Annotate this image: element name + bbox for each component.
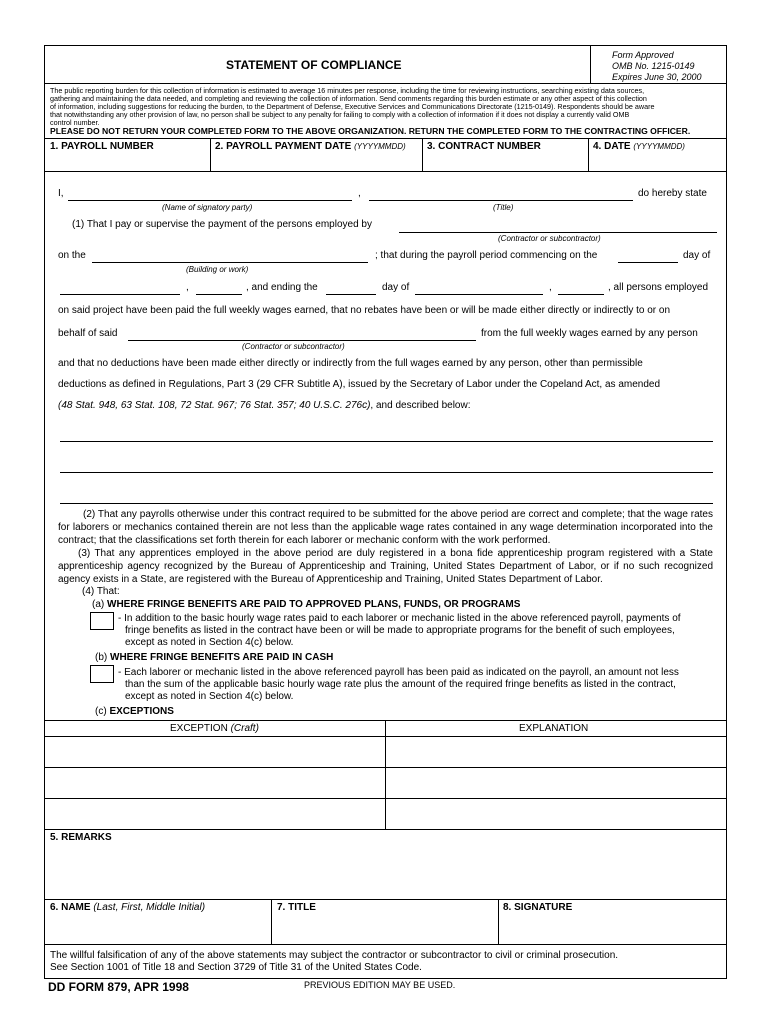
exception-header-text: EXCEPTION [170, 723, 228, 734]
field-divider-2 [422, 138, 423, 171]
day-of-label: day of [683, 250, 711, 261]
name-label-text: 6. NAME [50, 902, 91, 913]
date-label [593, 141, 685, 152]
section-4b-text-1: - Each laborer or mechanic listed in the above referenced payroll has been paid as indicated on the payroll, an amount not less [118, 667, 679, 678]
section-4c-title: EXCEPTIONS [109, 706, 174, 717]
explanation-header: EXPLANATION [519, 723, 589, 734]
header-bottom-rule [44, 83, 726, 84]
employer-field[interactable] [399, 232, 717, 233]
description-line-2[interactable] [60, 472, 713, 473]
section-4a-heading [92, 599, 520, 610]
contract-number-field[interactable] [424, 154, 586, 170]
said-project-text: on said project have been paid the full weekly wages earned, that no rebates have been or will be made either directly or indirectly to or on [58, 305, 671, 316]
previous-edition-note: PREVIOUS EDITION MAY BE USED. [304, 980, 456, 990]
burden-line-3: of information, including suggestions for reducing the burden, to the Department of Defense, Executive Services and Communications Directorate (1215-0149). Respondents should be aware [50, 102, 655, 111]
deductions-defined-text: deductions as defined in Regulations, Part 3 (29 CFR Subtitle A), issued by the Secretary of Labor under the Copeland Act, as amended [58, 379, 661, 390]
do-hereby-state: do hereby state [638, 188, 707, 199]
comma-sep-3: , [549, 282, 552, 293]
section-4b-heading [95, 652, 333, 663]
title-field[interactable] [273, 915, 497, 943]
header-divider [590, 45, 591, 83]
no-deductions-text: and that no deductions have been made either directly or indirectly from the full wages earned by any person, other than permissible [58, 358, 643, 369]
section-4b-text-2: than the sum of the applicable basic hourly wage rate plus the amount of the required fringe benefits as listed in the contract, [125, 679, 676, 690]
exception-cell-1[interactable] [45, 737, 384, 766]
behalf-of-label: behalf of said [58, 328, 118, 339]
falsification-warning-2: See Section 1001 of Title 18 and Section 3729 of Title 31 of the United States Code. [50, 962, 422, 973]
notice-bottom-rule [44, 138, 726, 139]
sign-bottom-rule [44, 944, 726, 945]
pay-supervise-text: (1) That I pay or supervise the payment of the persons employed by [72, 219, 372, 230]
description-line-1[interactable] [60, 441, 713, 442]
payroll-period-text: ; that during the payroll period commencing on the [375, 250, 598, 261]
section-4c-heading [95, 706, 174, 717]
section-4a-prefix: (a) [92, 599, 105, 610]
paragraph-2: (2) That any payrolls otherwise under this contract required to be submitted for the above period are correct and complete; that the wage rates for laborers or mechanics contained therein are not less than the applicable wage rates contained in any wage determination incorporated into the contract; that the classifications set forth therein for each laborer or mechanic conform with the work performed. [58, 509, 713, 546]
burden-line-2: gathering and maintaining the data needed, and completing and reviewing the collection of information. Send comments regarding this burden estimate or any other aspect of this collection [50, 94, 647, 103]
form-title: STATEMENT OF COMPLIANCE [226, 58, 402, 72]
burden-line-4: that notwithstanding any other provision of law, no person shall be subject to any penalty for failing to comply with a collection of information if it does not display a currently valid OMB [50, 110, 630, 119]
remarks-bottom-rule [44, 899, 726, 900]
title-label: 7. TITLE [277, 902, 316, 913]
signatory-name-field[interactable] [68, 200, 352, 201]
section-4a-text-1: - In addition to the basic hourly wage rates paid to each laborer or mechanic listed in the above referenced payroll, payments of [118, 613, 681, 624]
payroll-payment-date-label [215, 141, 406, 152]
section-4a-text-2: fringe benefits as listed in the contract have been or will be made to appropriate programs for the benefit of such employees, [125, 625, 675, 636]
date-text: 4. DATE [593, 141, 631, 152]
field-divider-1 [210, 138, 211, 171]
approval-line-2: OMB No. 1215-0149 [612, 61, 695, 71]
remarks-label: 5. REMARKS [50, 832, 112, 843]
statute-citation [58, 400, 471, 411]
caption-title: (Title) [493, 203, 514, 212]
exception-header-craft: (Craft) [230, 723, 259, 734]
from-full-wages-text: from the full weekly wages earned by any person [481, 328, 698, 339]
start-month-field[interactable] [60, 294, 180, 295]
i-label: I, [58, 188, 64, 199]
falsification-warning-1: The willful falsification of any of the above statements may subject the contractor or subcontractor to civil or criminal prosecution. [50, 950, 619, 961]
on-the-label: on the [58, 250, 86, 261]
end-year-field[interactable] [558, 294, 604, 295]
name-field[interactable] [45, 915, 270, 943]
signatory-title-field[interactable] [369, 200, 633, 201]
statute-citation-tail: , and described below: [370, 400, 471, 411]
section-4a-text-3: except as noted in Section 4(c) below. [125, 637, 294, 648]
section-4b-title: WHERE FRINGE BENEFITS ARE PAID IN CASH [110, 652, 334, 663]
caption-signatory-name: (Name of signatory party) [162, 203, 253, 212]
payroll-number-label: 1. PAYROLL NUMBER [50, 141, 154, 152]
contract-number-label: 3. CONTRACT NUMBER [427, 141, 541, 152]
burden-line-5: control number. [50, 118, 100, 127]
start-year-field[interactable] [196, 294, 242, 295]
end-day-field[interactable] [326, 294, 376, 295]
fringe-cash-checkbox[interactable] [90, 665, 114, 683]
comma-sep-2: , [186, 282, 189, 293]
approval-line-3: Expires June 30, 2000 [612, 72, 702, 82]
name-label-format: (Last, First, Middle Initial) [93, 902, 206, 913]
and-ending-label: , and ending the [246, 282, 318, 293]
caption-contractor-2: (Contractor or subcontractor) [242, 342, 345, 351]
section-4c-prefix: (c) [95, 706, 107, 717]
exception-header [170, 723, 259, 734]
signature-field[interactable] [500, 915, 725, 943]
explanation-cell-3[interactable] [387, 799, 725, 828]
section-4b-text-3: except as noted in Section 4(c) below. [125, 691, 294, 702]
sign-divider-2 [498, 899, 499, 944]
statute-citation-italic: (48 Stat. 948, 63 Stat. 108, 72 Stat. 967; 76 Stat. 357; 40 U.S.C. 276c) [58, 400, 371, 411]
payroll-payment-date-format: (YYYYMMDD) [354, 142, 406, 151]
fringe-approved-plans-checkbox[interactable] [90, 612, 114, 630]
exceptions-bottom-rule [44, 829, 726, 830]
description-line-3[interactable] [60, 503, 713, 504]
payroll-payment-date-text: 2. PAYROLL PAYMENT DATE [215, 141, 352, 152]
exception-cell-2[interactable] [45, 768, 384, 797]
paragraph-3: (3) That any apprentices employed in the above period are duly registered in a bona fide apprenticeship program registered with a State apprenticeship agency recognized by the Bureau of Apprenticeship and Training, United States Department of Labor, or if no such recognized agency exists in a State, are registered with the Bureau of Apprenticeship and Training, United States Department of Labor. [58, 548, 713, 585]
name-label [50, 902, 205, 913]
behalf-contractor-field[interactable] [128, 340, 476, 341]
all-persons-employed: , all persons employed [608, 282, 709, 293]
approval-line-1: Form Approved [612, 50, 674, 60]
caption-contractor: (Contractor or subcontractor) [498, 234, 601, 243]
burden-line-1: The public reporting burden for this collection of information is estimated to average 16 minutes per response, including the time for reviewing instructions, searching existing data sources, [50, 86, 645, 95]
remarks-field[interactable] [45, 846, 725, 898]
end-month-field[interactable] [415, 294, 543, 295]
building-work-field[interactable] [92, 262, 368, 263]
start-day-field[interactable] [618, 262, 678, 263]
exception-cell-3[interactable] [45, 799, 384, 828]
exceptions-column-divider [385, 720, 386, 829]
fields-bottom-rule [44, 171, 726, 172]
day-of-label-2: day of [382, 282, 410, 293]
form-identifier: DD FORM 879, APR 1998 [48, 980, 189, 994]
section-4a-title: WHERE FRINGE BENEFITS ARE PAID TO APPROVED PLANS, FUNDS, OR PROGRAMS [107, 599, 521, 610]
explanation-cell-1[interactable] [387, 737, 725, 766]
payroll-number-field[interactable] [45, 154, 209, 170]
signature-label: 8. SIGNATURE [503, 902, 573, 913]
return-notice: PLEASE DO NOT RETURN YOUR COMPLETED FORM TO THE ABOVE ORGANIZATION. RETURN THE COMPLETED FORM TO THE CONTRACTING OFFICER. [50, 126, 691, 136]
date-format: (YYYYMMDD) [633, 142, 685, 151]
explanation-cell-2[interactable] [387, 768, 725, 797]
comma-sep: , [358, 188, 361, 199]
caption-building: (Building or work) [186, 265, 249, 274]
field-divider-3 [588, 138, 589, 171]
section-4b-prefix: (b) [95, 652, 108, 663]
section-4-that: (4) That: [82, 586, 120, 597]
date-field[interactable] [590, 154, 724, 170]
sign-divider-1 [271, 899, 272, 944]
payroll-payment-date-field[interactable] [212, 154, 420, 170]
